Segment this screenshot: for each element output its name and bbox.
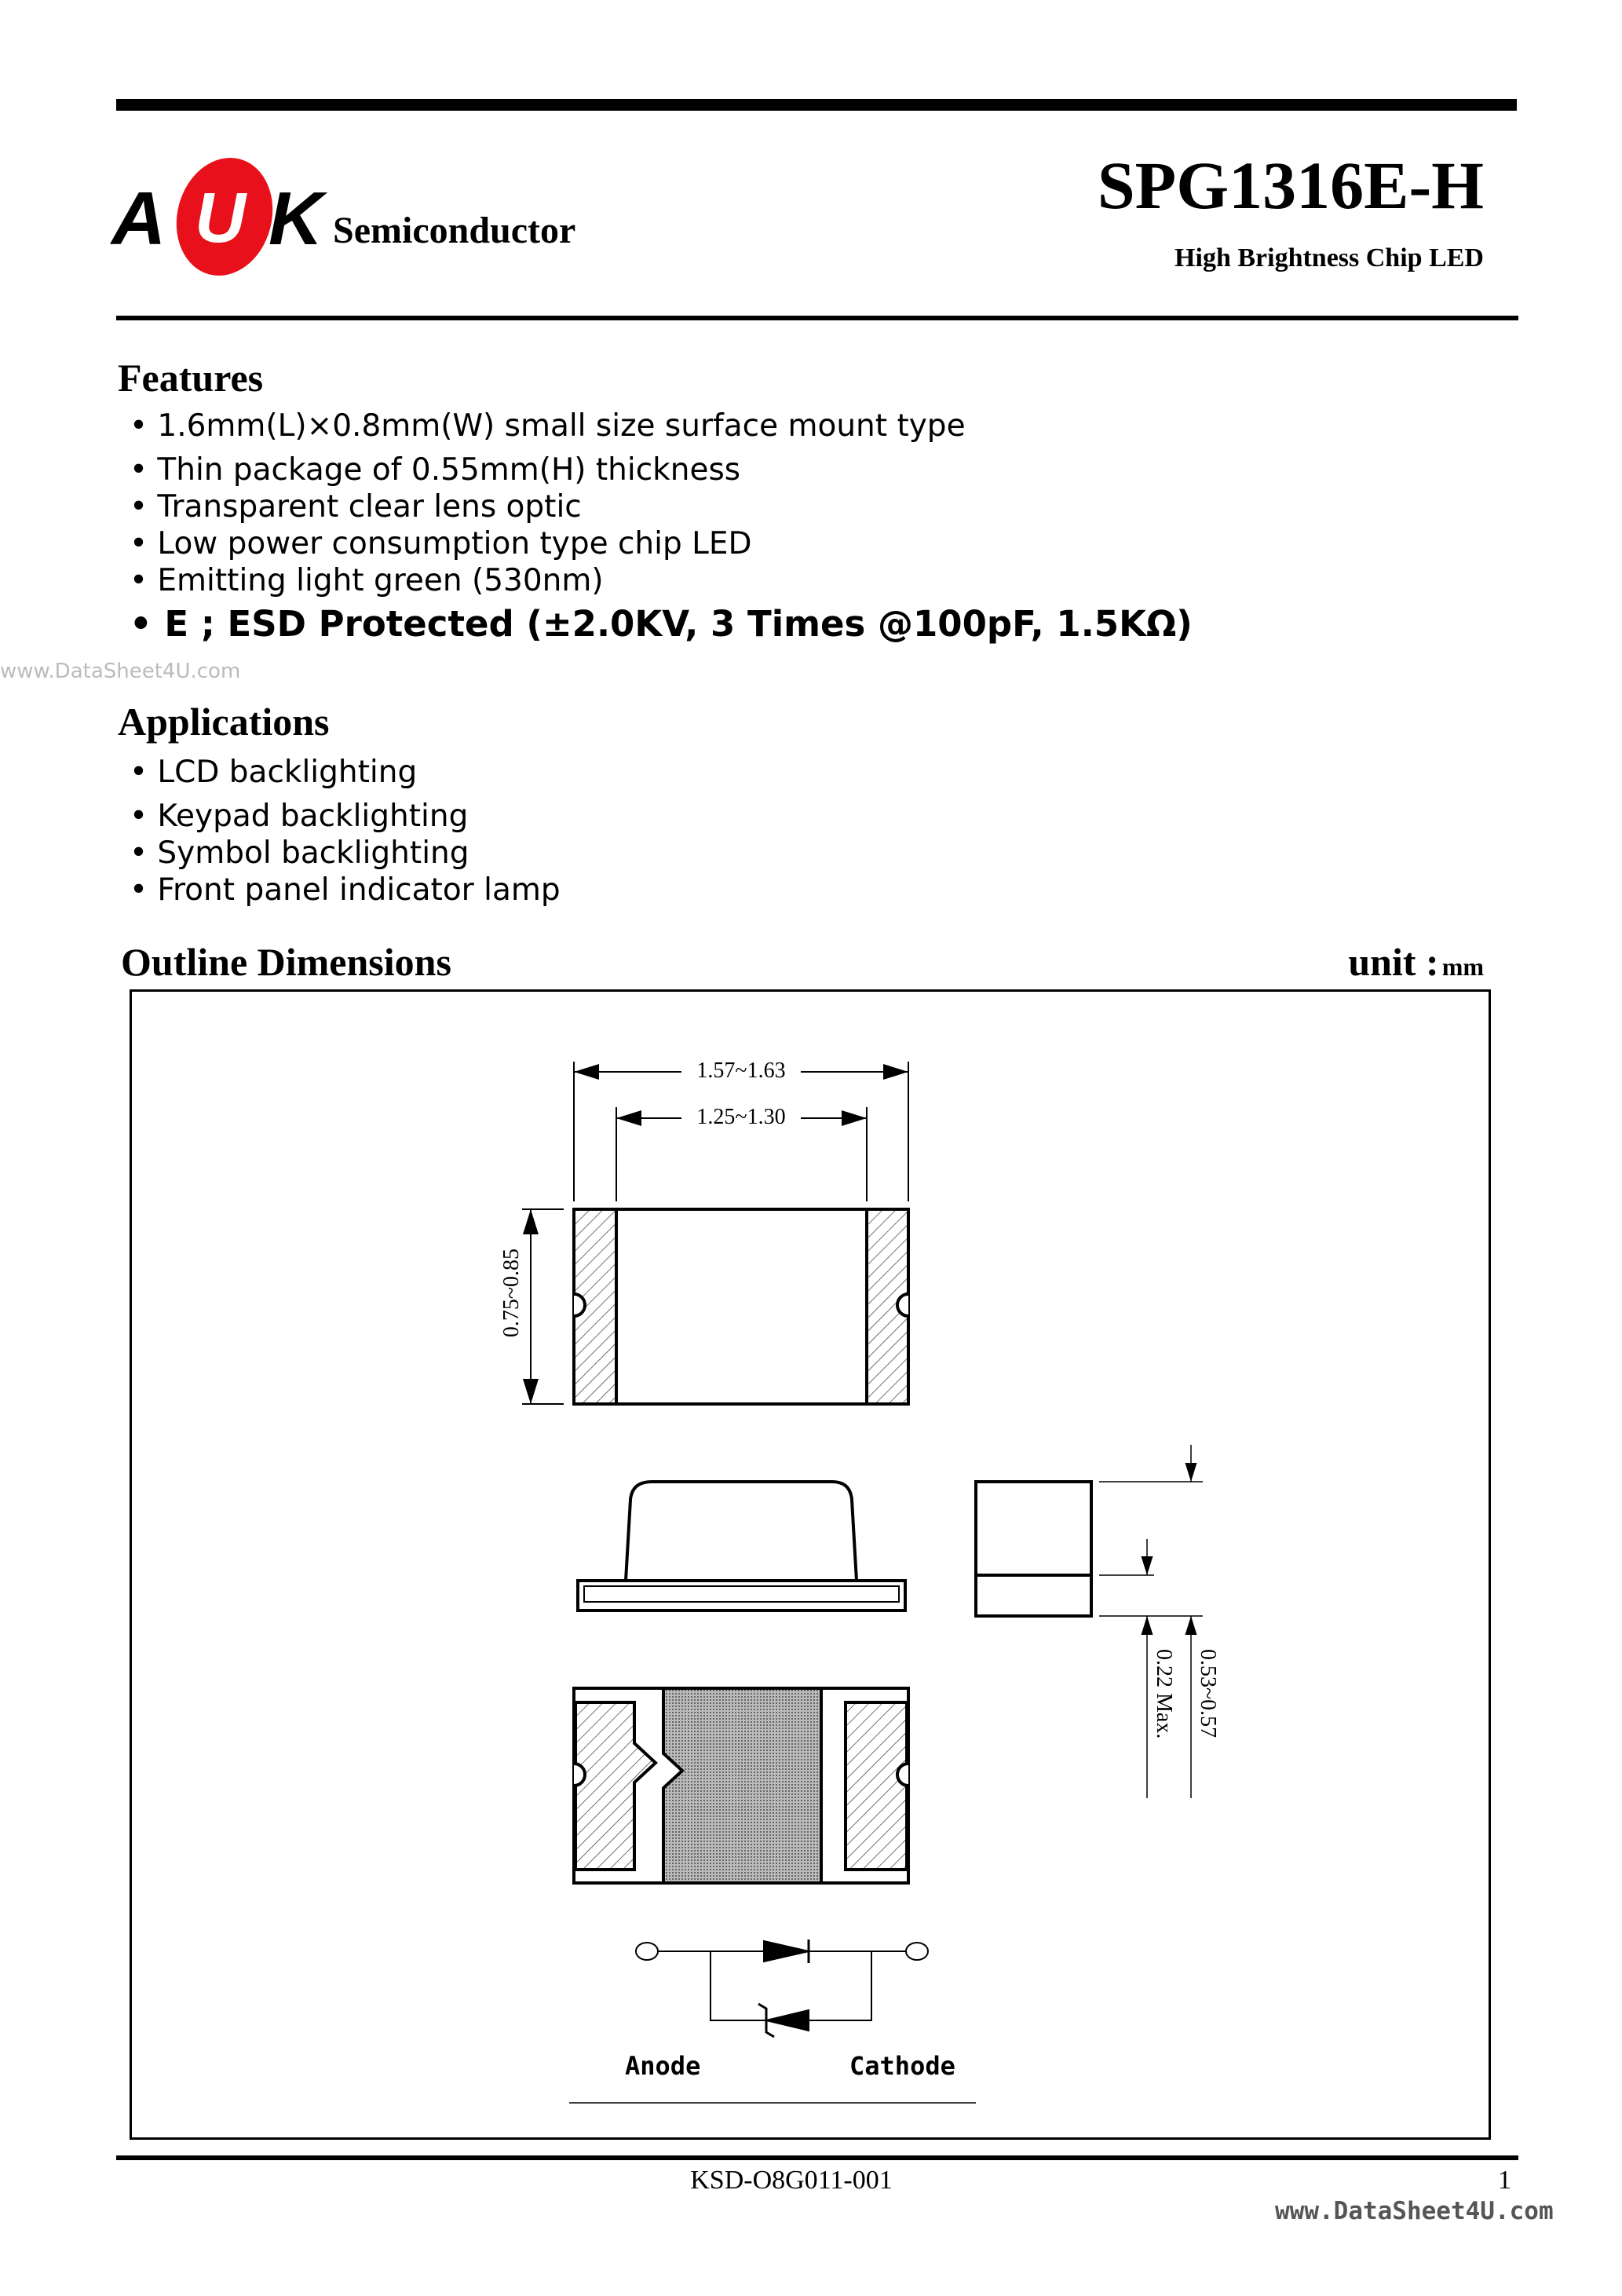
feature-item: • 1.6mm(L)×0.8mm(W) small size surface mount type (130, 408, 966, 444)
watermark: www.DataSheet4U.com (0, 660, 241, 683)
features-heading: Features (118, 356, 264, 400)
application-item: • Keypad backlighting (130, 799, 469, 834)
page-number: 1 (1498, 2166, 1511, 2195)
dim-width: 0.75~0.85 (499, 1249, 524, 1338)
footer-site-link[interactable]: www.DataSheet4U.com (1275, 2197, 1554, 2225)
part-subtitle: High Brightness Chip LED (1174, 243, 1484, 272)
part-number: SPG1316E-H (1097, 148, 1484, 223)
svg-text:K: K (269, 177, 323, 261)
cathode-label: Cathode (849, 2051, 955, 2081)
applications-heading: Applications (118, 700, 330, 744)
outline-heading: Outline Dimensions (121, 940, 451, 984)
dim-inner: 1.25~1.30 (696, 1105, 786, 1129)
application-item: • LCD backlighting (130, 755, 418, 790)
led-diode-icon (764, 1941, 809, 1961)
feature-item: • Low power consumption type chip LED (130, 526, 752, 561)
doc-number: KSD-O8G011-001 (690, 2166, 893, 2195)
feature-esd: • E ; ESD Protected (±2.0KV, 3 Times @100pF, 1.5KΩ) (130, 603, 1193, 645)
feature-item: • Emitting light green (530nm) (130, 563, 604, 598)
application-item: • Symbol backlighting (130, 835, 469, 871)
bottom-view (574, 1688, 908, 1883)
footer-rule (116, 2155, 1518, 2160)
anode-terminal (636, 1943, 658, 1960)
dim-height: 0.53~0.57 (1196, 1649, 1220, 1738)
anode-label: Anode (625, 2051, 701, 2081)
side-view (578, 1482, 905, 1610)
svg-text:U: U (195, 179, 246, 258)
zener-diode-icon (766, 2010, 809, 2031)
cathode-terminal (906, 1943, 928, 1960)
unit-prefix: unit : (1348, 940, 1439, 984)
dim-base: 0.22 Max. (1152, 1649, 1176, 1739)
end-view (976, 1445, 1203, 1798)
dim-length: 1.57~1.63 (696, 1058, 786, 1083)
svg-text:A: A (111, 177, 166, 261)
feature-item: • Thin package of 0.55mm(H) thickness (130, 452, 741, 488)
logo-text: Semiconductor (333, 210, 576, 251)
application-item: • Front panel indicator lamp (130, 872, 561, 908)
feature-item: • Transparent clear lens optic (130, 489, 582, 525)
unit-value: mm (1441, 952, 1484, 981)
